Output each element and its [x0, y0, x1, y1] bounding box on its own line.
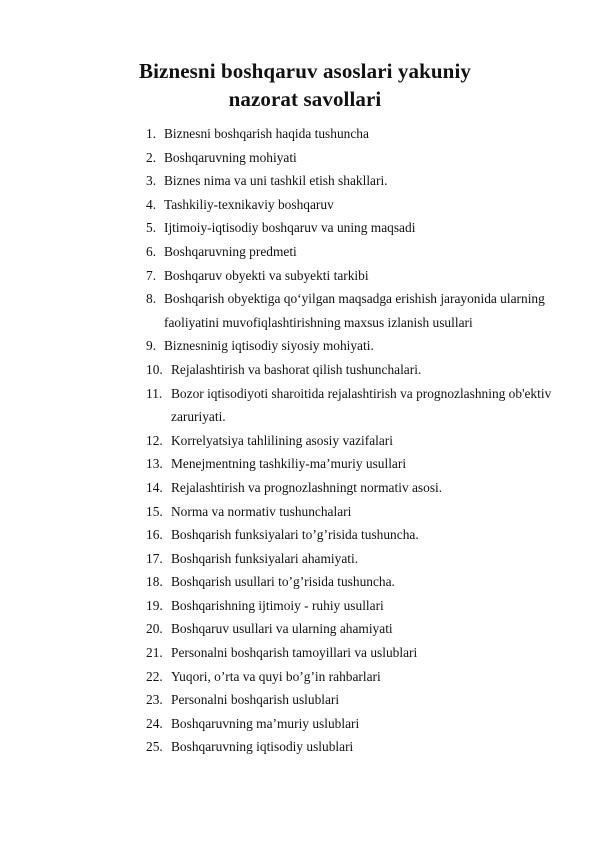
question-number: 7.: [146, 267, 157, 283]
question-number: 13.: [146, 456, 163, 472]
question-text: Boshqaruvning predmeti: [164, 243, 297, 259]
question-text: Personalni boshqarish tamoyillari va uslublari: [171, 645, 418, 661]
question-item: [146, 665, 586, 689]
question-item: [146, 735, 586, 759]
question-item: [146, 264, 586, 288]
question-item: [146, 146, 586, 170]
question-text: Boshqarish funksiyalari to’g’risida tushuncha.: [171, 527, 419, 543]
question-number: 22.: [146, 668, 163, 684]
question-text: Norma va normativ tushunchalari: [171, 503, 352, 519]
question-number: 1.: [146, 126, 157, 141]
question-number: 9.: [146, 338, 157, 354]
question-number: 19.: [146, 597, 163, 613]
question-item: [146, 216, 586, 240]
question-number: 15.: [146, 503, 163, 519]
question-text: Ijtimoiy-iqtisodiy boshqaruv va uning maqsadi: [164, 220, 416, 236]
question-number: 18.: [146, 574, 163, 590]
question-item: [146, 358, 586, 382]
question-text: Biznes nima va uni tashkil etish shakllari.: [164, 173, 388, 189]
question-number: 11.: [146, 385, 163, 401]
question-item: [146, 594, 586, 618]
question-item: [146, 169, 586, 193]
question-item: [146, 122, 586, 146]
question-number: 6.: [146, 243, 157, 259]
question-item: [146, 523, 586, 547]
question-text: Korrelyatsiya tahlilining asosiy vazifalari: [171, 432, 393, 448]
question-item: [146, 429, 586, 453]
question-item: [146, 382, 586, 429]
question-text: Boshqarish obyektiga qo‘yilgan maqsadga erishish jarayonida ularning faoliyatini muvofiqlashtirishning maxsus izlanish usullari: [164, 291, 545, 330]
question-number: 16.: [146, 527, 163, 543]
question-list: [146, 122, 586, 759]
question-number: 17.: [146, 550, 163, 566]
question-number: 4.: [146, 196, 157, 212]
question-number: 21.: [146, 645, 163, 661]
question-text: Bozor iqtisodiyoti sharoitida rejalashtirish va prognozlashning ob'ektiv zaruriyati.: [171, 385, 552, 425]
question-item: [146, 240, 586, 264]
question-item: [146, 334, 586, 358]
question-item: [146, 287, 586, 334]
question-number: 5.: [146, 220, 157, 236]
question-number: 20.: [146, 621, 163, 637]
question-item: [146, 500, 586, 524]
question-item: [146, 617, 586, 641]
question-text: Biznesni boshqarish haqida tushuncha: [164, 126, 369, 141]
question-text: Rejalashtirish va prognozlashningt normativ asosi.: [171, 479, 443, 495]
question-text: Personalni boshqarish uslublari: [171, 692, 340, 708]
question-item: [146, 641, 586, 665]
question-text: Boshqarish usullari to’g’risida tushuncha.: [171, 574, 395, 590]
question-number: 12.: [146, 432, 163, 448]
question-text: Boshqarishning ijtimoiy - ruhiy usullari: [171, 597, 384, 613]
question-text: Rejalashtirish va bashorat qilish tushunchalari.: [171, 361, 422, 377]
document-title: Biznesni boshqaruv asoslari yakuniy nazorat savollari: [138, 59, 471, 111]
question-text: Boshqaruv obyekti va subyekti tarkibi: [164, 267, 369, 283]
question-number: 24.: [146, 715, 163, 731]
question-number: 14.: [146, 479, 163, 495]
question-item: [146, 712, 586, 736]
question-text: Boshqarish funksiyalari ahamiyati.: [171, 550, 359, 566]
question-number: 10.: [146, 361, 163, 377]
question-number: 23.: [146, 692, 163, 708]
question-item: [146, 688, 586, 712]
question-item: [146, 570, 586, 594]
question-number: 25.: [146, 739, 163, 755]
question-text: Yuqori, o’rta va quyi bo’g’in rahbarlari: [171, 668, 381, 684]
question-number: 3.: [146, 173, 157, 189]
question-text: Boshqaruv usullari va ularning ahamiyati: [171, 621, 393, 637]
question-text: Menejmentning tashkiliy-ma’muriy usullari: [171, 456, 407, 472]
question-item: [146, 452, 586, 476]
question-text: Biznesninig iqtisodiy siyosiy mohiyati.: [164, 338, 374, 354]
question-text: Tashkiliy-texnikaviy boshqaruv: [164, 196, 334, 212]
question-number: 2.: [146, 149, 157, 165]
question-text: Boshqaruvning mohiyati: [164, 149, 297, 165]
question-text: Boshqaruvning ma’muriy uslublari: [171, 715, 360, 731]
question-item: [146, 476, 586, 500]
question-item: [146, 193, 586, 217]
question-text: Boshqaruvning iqtisodiy uslublari: [171, 739, 354, 755]
question-number: 8.: [146, 291, 157, 307]
question-item: [146, 547, 586, 571]
